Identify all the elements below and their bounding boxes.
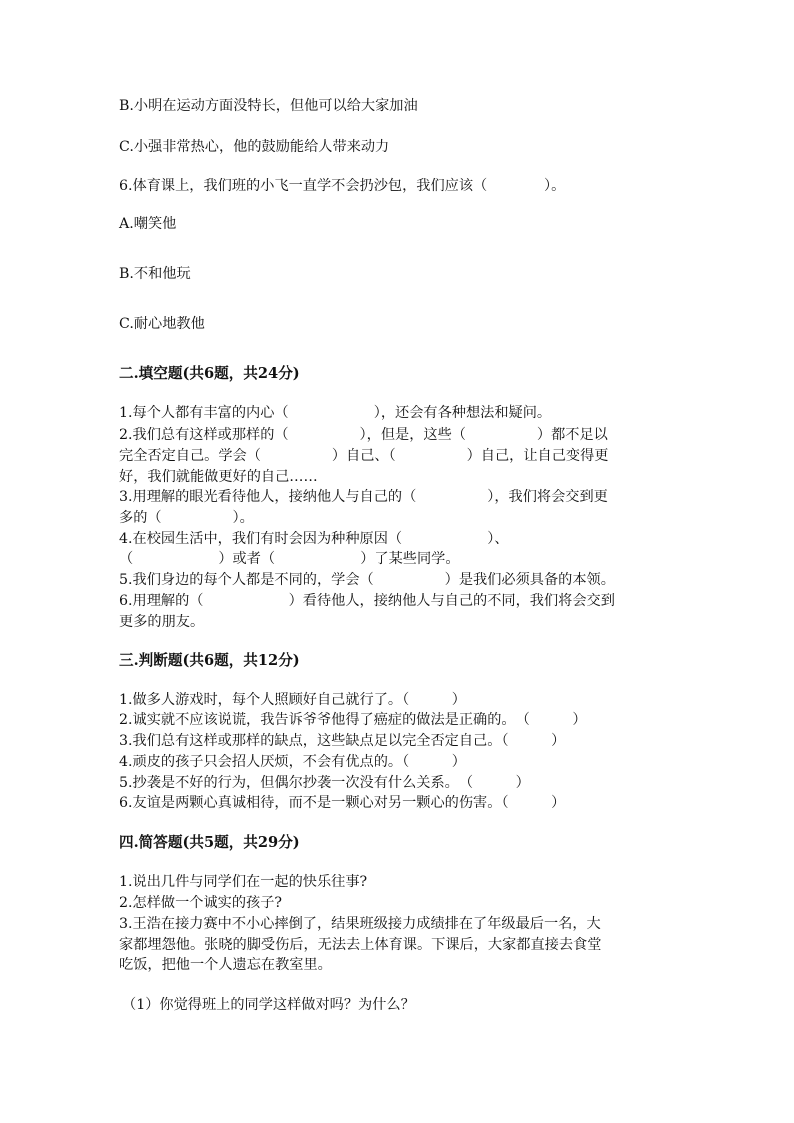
subquestion-line: （1）你觉得班上的同学这样做对吗？为什么？ <box>122 997 415 1013</box>
fill-question-line: 6.用理解的（ ）看待他人，接纳他人与自己的不同，我们将会交到 <box>119 593 615 609</box>
option-b-line: B.不和他玩 <box>119 266 191 282</box>
judge-question-line: 6.友谊是两颗心真诚相待，而不是一颗心对另一颗心的伤害。（ ） <box>119 795 566 811</box>
judge-question-line: 5.抄袭是不好的行为，但偶尔抄袭一次没有什么关系。 （ ） <box>119 775 530 791</box>
judge-question-line: 2.诚实就不应该说谎，我告诉爷爷他得了癌症的做法是正确的。 （ ） <box>119 712 587 728</box>
fill-question-line: 更多的朋友。 <box>119 614 205 630</box>
fill-question-line: 多的（ ）。 <box>119 510 254 526</box>
section-heading-true-false: 三.判断题(共6题，共12分) <box>119 652 300 669</box>
judge-question-line: 3.我们总有这样或那样的缺点，这些缺点足以完全否定自己。（ ） <box>119 733 566 749</box>
fill-question-line: 2.我们总有这样或那样的（ ），但是，这些（ ）都不足以 <box>119 427 608 443</box>
section-heading-short-answer: 四.简答题(共5题，共29分) <box>119 834 300 851</box>
option-c-line: C.小强非常热心，他的鼓励能给人带来动力 <box>119 139 390 155</box>
short-answer-line: 1.说出几件与同学们在一起的快乐往事? <box>119 874 368 890</box>
short-answer-line: 家都埋怨他。张晓的脚受伤后，无法去上体育课。下课后，大家都直接去食堂 <box>119 937 602 953</box>
option-b-line: B.小明在运动方面没特长，但他可以给大家加油 <box>119 98 418 114</box>
option-a-line: A.嘲笑他 <box>119 216 177 232</box>
fill-question-line: 5.我们身边的每个人都是不同的，学会（ ）是我们必须具备的本领。 <box>119 572 615 588</box>
fill-question-line: 4.在校园生活中，我们有时会因为种种原因（ ）、 <box>119 531 509 547</box>
question-6-line: 6.体育课上，我们班的小飞一直学不会扔沙包，我们应该（ ）。 <box>119 178 566 194</box>
fill-question-line: （ ）或者（ ）了某些同学。 <box>119 551 460 567</box>
section-heading-fill-blank: 二.填空题(共6题，共24分) <box>119 365 300 382</box>
fill-question-line: 完全否定自己。学会（ ）自己、（ ）自己，让自己变得更 <box>119 448 609 464</box>
fill-question-line: 好，我们就能做更好的自己…… <box>119 469 318 485</box>
fill-question-line: 3.用理解的眼光看待他人，接纳他人与自己的（ ），我们将会交到更 <box>119 489 608 505</box>
judge-question-line: 1.做多人游戏时，每个人照顾好自己就行了。（ ） <box>119 692 466 708</box>
judge-question-line: 4.顽皮的孩子只会招人厌烦，不会有优点的。（ ） <box>119 754 466 770</box>
option-c-line: C.耐心地教他 <box>119 316 205 332</box>
short-answer-line: 3.王浩在接力赛中不小心摔倒了，结果班级接力成绩排在了年级最后一名，大 <box>119 916 601 932</box>
short-answer-line: 吃饭，把他一个人遗忘在教室里。 <box>119 957 332 973</box>
fill-question-line: 1.每个人都有丰富的内心（ ），还会有各种想法和疑问。 <box>119 405 552 421</box>
short-answer-line: 2.怎样做一个诚实的孩子? <box>119 895 283 911</box>
